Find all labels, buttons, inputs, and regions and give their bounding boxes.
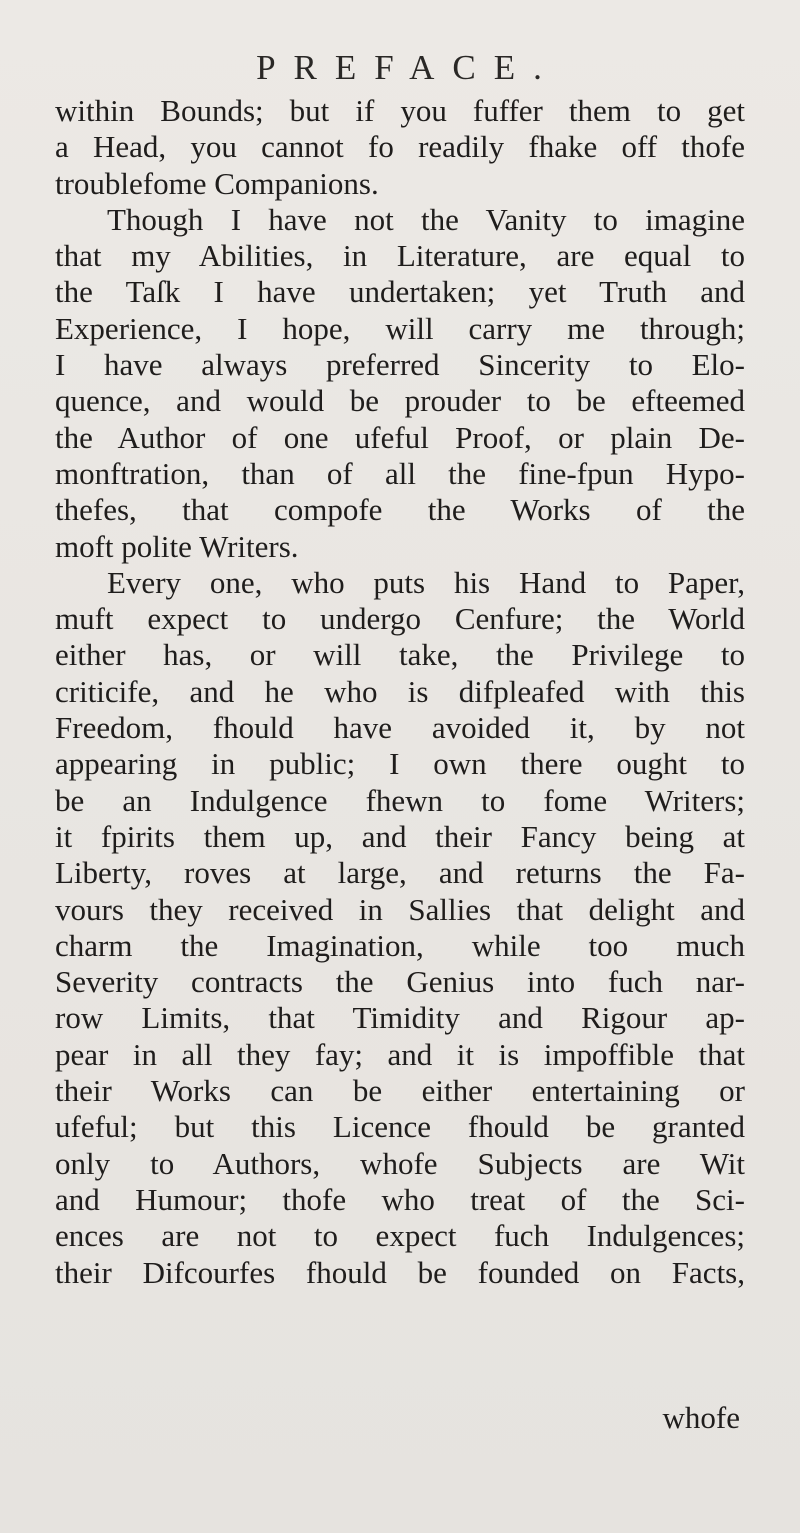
text-line: the Taſk I have undertaken; yet Truth and <box>55 274 745 310</box>
text-line: be an Indulgence fhewn to fome Writers; <box>55 782 745 818</box>
text-line: Though I have not the Vanity to imagine <box>107 201 745 237</box>
text-line: their Difcourfes fhould be founded on Facts, <box>55 1254 745 1290</box>
text-line: muft expect to undergo Cenfure; the World <box>55 601 745 637</box>
text-line: vours they received in Sallies that delight and <box>55 891 745 927</box>
text-line: pear in all they fay; and it is impoffible that <box>55 1036 745 1072</box>
text-line: Liberty, roves at large, and returns the Fa- <box>55 855 745 891</box>
text-line: charm the Imagination, while too much <box>55 927 745 963</box>
text-line: and Humour; thofe who treat of the Sci- <box>55 1181 745 1217</box>
body-text <box>55 93 745 1291</box>
text-line: thefes, that compofe the Works of the <box>55 492 745 528</box>
text-line: criticife, and he who is difpleafed with this <box>55 673 745 709</box>
text-line: Severity contracts the Genius into fuch nar- <box>55 964 745 1000</box>
text-line: I have always preferred Sincerity to Elo- <box>55 347 745 383</box>
text-line: ufeful; but this Licence fhould be granted <box>55 1109 745 1145</box>
catchword: whofe <box>662 1400 740 1435</box>
text-line: Experience, I hope, will carry me through; <box>55 310 745 346</box>
text-line: within Bounds; but if you fuffer them to get <box>55 93 745 128</box>
running-head: PREFACE. <box>256 48 560 87</box>
text-line: a Head, you cannot fo readily fhake off thofe <box>55 129 745 165</box>
text-line: it fpirits them up, and their Fancy being at <box>55 818 745 854</box>
text-line: ences are not to expect fuch Indulgences; <box>55 1218 745 1254</box>
text-line: only to Authors, whofe Subjects are Wit <box>55 1145 745 1181</box>
text-line: their Works can be either entertaining or <box>55 1073 745 1109</box>
text-line: either has, or will take, the Privilege to <box>55 637 745 673</box>
text-line: that my Abilities, in Literature, are equal to <box>55 238 745 274</box>
text-line: row Limits, that Timidity and Rigour ap- <box>55 1000 745 1036</box>
text-line: Every one, who puts his Hand to Paper, <box>107 564 745 600</box>
text-line: troublefome Companions. <box>55 165 379 201</box>
text-line: appearing in public; I own there ought to <box>55 746 745 782</box>
text-line: moft polite Writers. <box>55 528 299 564</box>
text-line: Freedom, fhould have avoided it, by not <box>55 710 745 746</box>
text-line: monftration, than of all the fine-fpun Hypo- <box>55 455 745 491</box>
text-line: quence, and would be prouder to be efteemed <box>55 383 745 419</box>
text-line: the Author of one ufeful Proof, or plain De- <box>55 419 745 455</box>
